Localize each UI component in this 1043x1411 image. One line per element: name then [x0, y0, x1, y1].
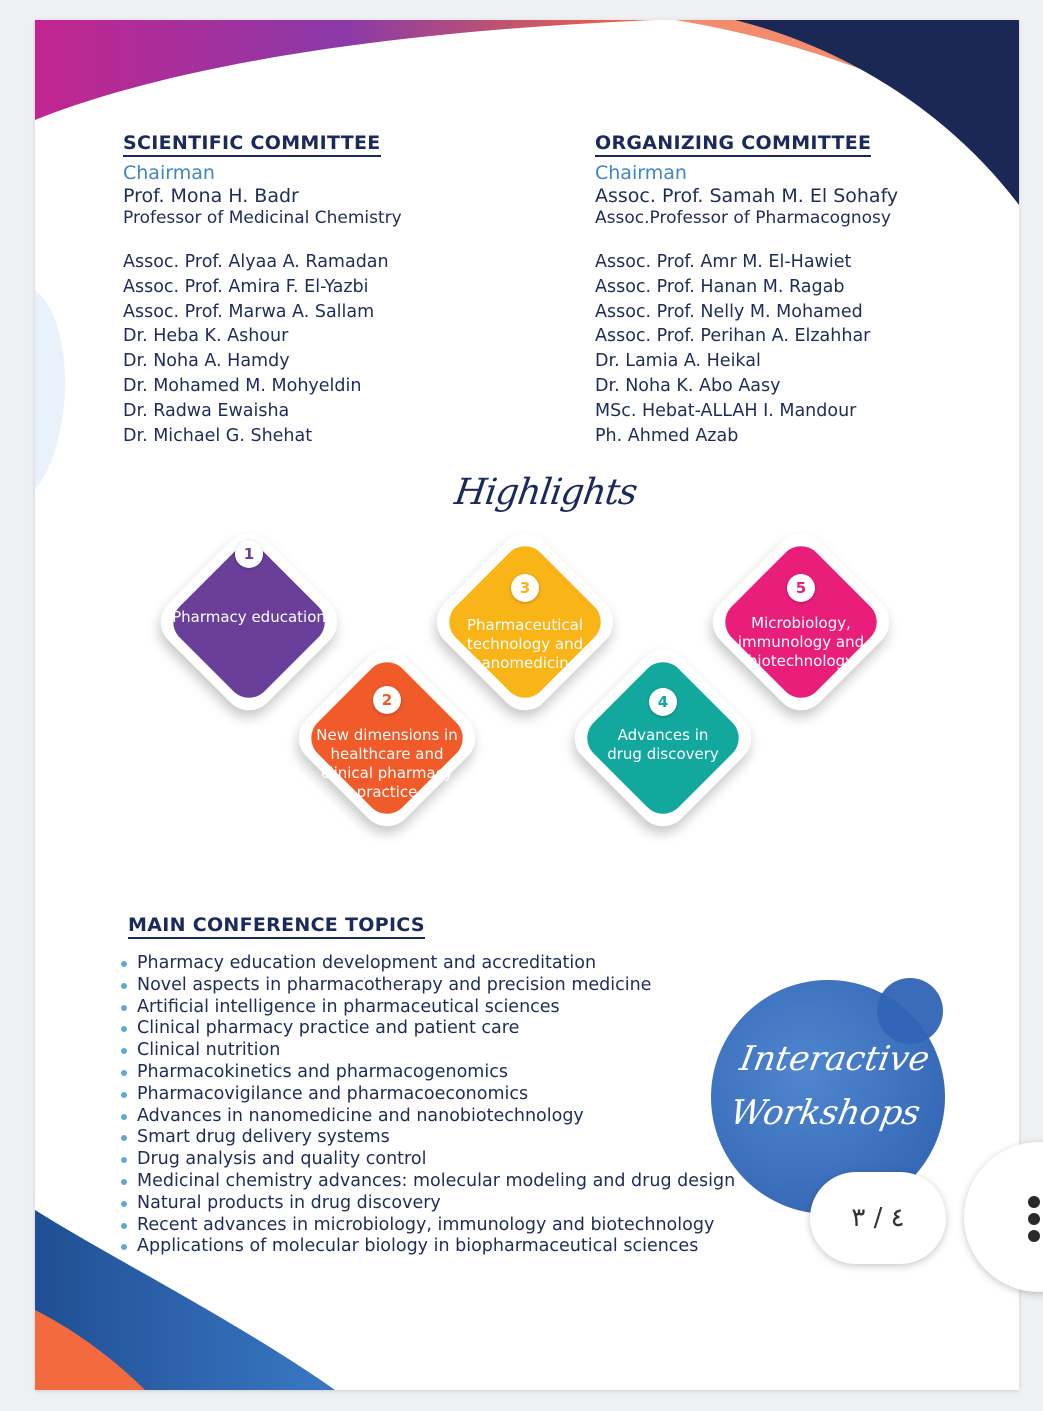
highlight-text: Advances in drug discovery [607, 726, 719, 763]
highlight-text: Microbiology, immunology and biotechnology [737, 614, 865, 670]
member-name: Assoc. Prof. Alyaa A. Ramadan [123, 252, 389, 272]
highlight-text: Pharmacy education [172, 608, 326, 626]
scientific-committee [123, 132, 543, 448]
highlight-number: 3 [511, 574, 539, 602]
member-name: Dr. Noha K. Abo Aasy [595, 375, 781, 396]
topic-item: Medicinal chemistry advances: molecular modeling and drug design [119, 1171, 735, 1193]
topic-item: Artificial intelligence in pharmaceutical sciences [119, 997, 735, 1019]
member-list [595, 250, 1015, 448]
member-name: Dr. Michael G. Shehat [123, 425, 313, 446]
topic-item: Applications of molecular biology in biopharmaceutical sciences [119, 1236, 735, 1258]
topic-item: Clinical pharmacy practice and patient care [119, 1018, 735, 1040]
highlights-title: Highlights [452, 472, 640, 513]
highlight-text: Pharmaceutical technology and nanomedicine [466, 616, 584, 672]
topic-item: Novel aspects in pharmacotherapy and precision medicine [119, 975, 735, 997]
member-name: Dr. Lamia A. Heikal [595, 351, 761, 372]
member-name: Assoc. Prof. Marwa A. Sallam [123, 301, 375, 322]
more-vertical-icon-dot [1028, 1213, 1040, 1225]
chairman-name: Assoc. Prof. Samah M. El Sohafy [595, 185, 899, 207]
topic-item: Pharmacy education development and accreditation [119, 953, 735, 975]
topic-item: Drug analysis and quality control [119, 1149, 735, 1171]
chairman-label: Chairman [123, 162, 215, 184]
page-counter[interactable]: ٤ / ٣ [810, 1172, 946, 1264]
topic-item: Recent advances in microbiology, immunology and biotechnology [119, 1215, 735, 1237]
topics-list [119, 953, 735, 1258]
highlight-number: 1 [235, 540, 263, 568]
member-name: MSc. Hebat-ALLAH I. Mandour [595, 400, 857, 421]
member-name: Assoc. Prof. Hanan M. Ragab [595, 276, 845, 297]
highlight-number: 4 [649, 688, 677, 716]
chairman-name: Prof. Mona H. Badr [123, 185, 299, 207]
chairman-label: Chairman [595, 162, 687, 184]
member-list [123, 250, 543, 448]
organizing-committee-title: ORGANIZING COMMITTEE [595, 132, 871, 157]
workshop-title [715, 1032, 944, 1140]
member-name: Assoc. Prof. Perihan A. Elzahhar [595, 326, 871, 347]
member-name: Dr. Heba K. Ashour [123, 326, 289, 347]
topics-title: MAIN CONFERENCE TOPICS [128, 914, 425, 939]
member-name: Dr. Radwa Ewaisha [123, 400, 290, 421]
chairman-role: Professor of Medicinal Chemistry [123, 208, 402, 228]
workshop-line-2: Workshops [727, 1093, 924, 1133]
more-vertical-icon[interactable] [1028, 1196, 1040, 1208]
highlight-text: New dimensions in healthcare and clinical pharmacy practice [316, 726, 458, 801]
topic-item: Natural products in drug discovery [119, 1193, 735, 1215]
scientific-committee-title: SCIENTIFIC COMMITTEE [123, 132, 381, 157]
highlight-number: 2 [373, 686, 401, 714]
chairman-role: Assoc.Professor of Pharmacognosy [595, 208, 891, 228]
highlight-5 [701, 522, 901, 722]
member-name: Assoc. Prof. Amr M. El-Hawiet [595, 252, 852, 272]
left-light-shape [35, 290, 65, 490]
member-name: Dr. Mohamed M. Mohyeldin [123, 375, 362, 396]
topic-item: Advances in nanomedicine and nanobiotechnology [119, 1106, 735, 1128]
organizing-committee [595, 132, 1015, 448]
more-vertical-icon-dot [1028, 1230, 1040, 1242]
topic-item: Pharmacovigilance and pharmacoeconomics [119, 1084, 735, 1106]
topic-item: Pharmacokinetics and pharmacogenomics [119, 1062, 735, 1084]
member-name: Assoc. Prof. Amira F. El-Yazbi [123, 276, 369, 297]
member-name: Dr. Noha A. Hamdy [123, 351, 290, 372]
top-left-swoosh [35, 20, 655, 120]
member-name: Assoc. Prof. Nelly M. Mohamed [595, 301, 863, 322]
topic-item: Smart drug delivery systems [119, 1127, 735, 1149]
topic-item: Clinical nutrition [119, 1040, 735, 1062]
workshop-line-1: Interactive [736, 1039, 933, 1079]
member-name: Ph. Ahmed Azab [595, 425, 739, 446]
highlight-number: 5 [787, 574, 815, 602]
